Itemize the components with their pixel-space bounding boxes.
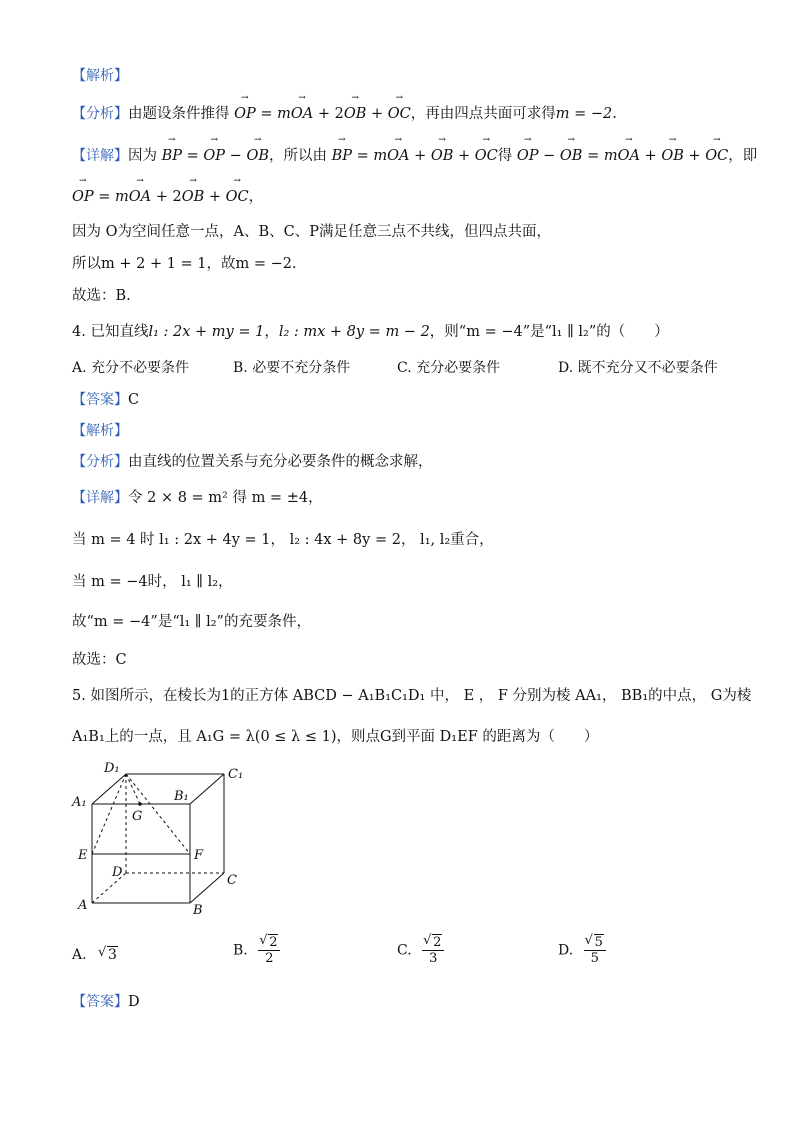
p3-detail-line-1: 【详解】因为 → BP = → OP − → OB，所以由 → BP = m→ OA + → OB + → OC得 → OP − → OB = m→ OA + → OB + → OC，即 <box>72 146 757 166</box>
q4-analysis-heading: 【解析】 <box>72 423 128 439</box>
p3-because-line: 因为 O为空间任意一点，A、B、C、P满足任意三点不共线，但四点共面， <box>72 224 551 240</box>
label-g: G <box>132 809 143 824</box>
p3-choice: 故选：B. <box>72 288 131 304</box>
q4-stem: 4. 已知直线l₁ : 2x + my = 1，l₂ : mx + 8y = m − 2，则“m = −4”是“l₁ ∥ l₂”的（ ） <box>72 324 669 340</box>
label-b: B <box>193 903 203 918</box>
cube-figure <box>64 758 254 924</box>
q4-option-b: B. 必要不充分条件 <box>233 360 351 376</box>
edge-c1-b1 <box>190 774 224 804</box>
q5-option-a: A. √ 3 <box>72 945 118 965</box>
hidden-segment-d1-e <box>92 774 126 854</box>
q4-choice: 故选：C <box>72 652 127 668</box>
p3-detail-line-2: → OP = m→ OA + 2→ OB + → OC， <box>72 187 263 207</box>
label-c1: C₁ <box>228 767 244 782</box>
q4-analysis: 【分析】由直线的位置关系与充分必要条件的概念求解， <box>72 454 433 470</box>
q4-detail: 【详解】令 2 × 8 = m² 得 m = ±4， <box>72 490 323 506</box>
q5-stem-line-2: A₁B₁上的一点，且 A₁G = λ(0 ≤ λ ≤ 1)，则点G到平面 D₁EF 的距离为（ ） <box>72 729 599 745</box>
p3-analysis-line: 【分析】由题设条件推得 → OP = m→ OA + 2→ OB + → OC，再由四点共面可求得m = −2. <box>72 104 617 124</box>
q4-option-d: D. 既不充分又不必要条件 <box>558 360 718 376</box>
label-a1: A₁ <box>72 795 87 810</box>
label-a: A <box>78 898 88 913</box>
q4-option-c: C. 充分必要条件 <box>397 360 501 376</box>
label-d1: D₁ <box>104 761 120 776</box>
q4-answer: 【答案】C <box>72 392 140 408</box>
q5-option-b: B. √ $\frac{2}{2}$ <box>233 935 280 966</box>
p3-so-line: 所以m + 2 + 1 = 1，故m = −2. <box>72 256 297 272</box>
edge-a1-d1 <box>92 774 126 804</box>
label-f: F <box>194 848 204 863</box>
label-b1: B₁ <box>174 789 189 804</box>
q4-case-2: 当 m = −4时， l₁ ∥ l₂， <box>72 574 233 590</box>
q4-conclusion: 故“m = −4”是“l₁ ∥ l₂”的充要条件， <box>72 614 311 630</box>
q5-option-d: D. √ $\frac{5}{5}$ <box>558 935 606 966</box>
q4-option-a: A. 充分不必要条件 <box>72 360 190 376</box>
edge-c-b <box>190 873 224 903</box>
label-c: C <box>227 873 237 888</box>
q5-option-c: C. √ $\frac{2}{3}$ <box>397 935 444 966</box>
q5-answer: 【答案】D <box>72 994 140 1010</box>
analysis-heading: 【解析】 <box>72 68 128 84</box>
point-g <box>138 802 142 806</box>
label-e: E <box>78 848 88 863</box>
label-d: D <box>112 865 123 880</box>
q4-case-1: 当 m = 4 时 l₁ : 2x + 4y = 1， l₂ : 4x + 8y = 2， l₁, l₂重合， <box>72 532 494 548</box>
q5-stem-line-1: 5. 如图所示，在棱长为1的正方体 ABCD − A₁B₁C₁D₁ 中， E ， F 分别为棱 AA₁， BB₁的中点， G为棱 <box>72 688 752 704</box>
